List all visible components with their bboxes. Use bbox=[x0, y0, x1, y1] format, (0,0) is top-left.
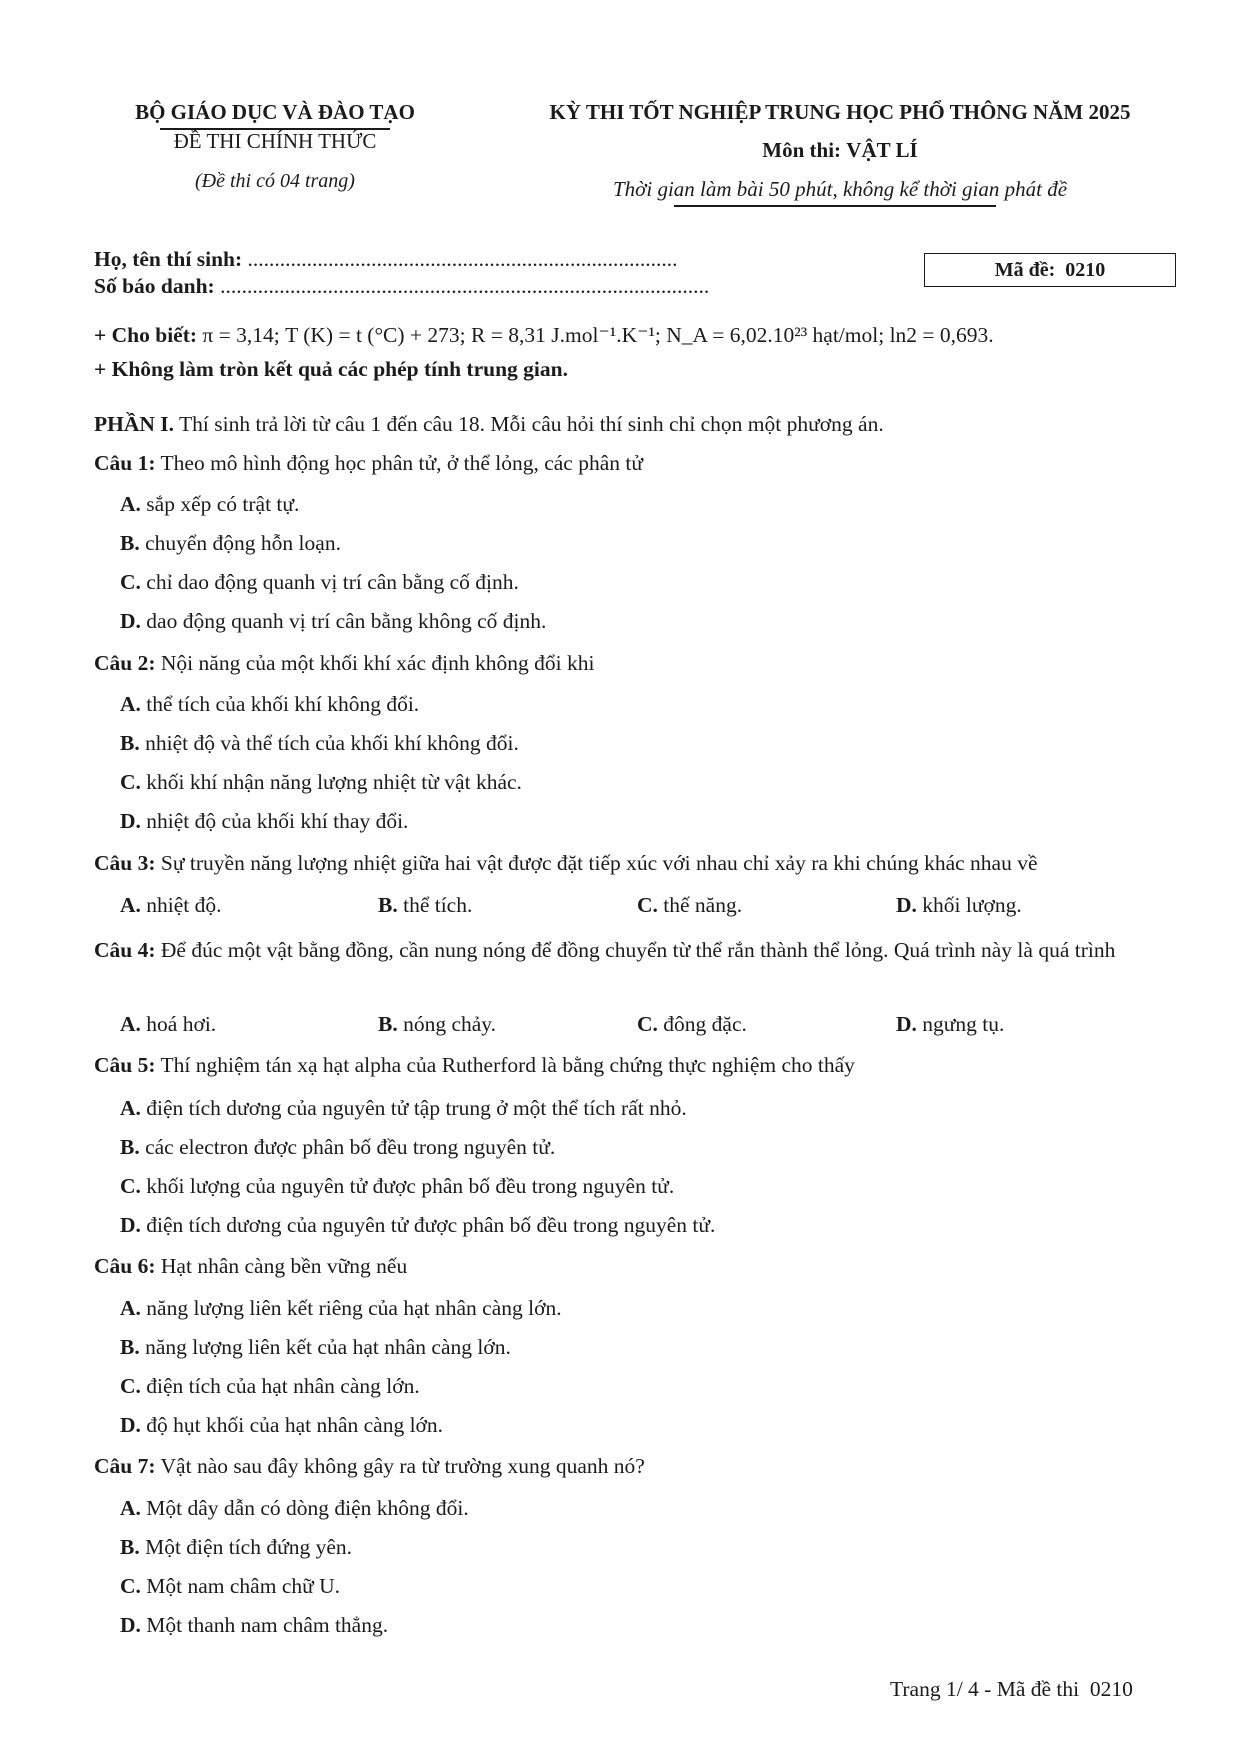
question-text: Nội năng của một khối khí xác định không đổi khi bbox=[160, 651, 595, 675]
exam-code-box bbox=[924, 253, 1176, 287]
question-text: Theo mô hình động học phân tử, ở thể lỏng, các phân tử bbox=[160, 451, 644, 475]
part-label: PHẦN I. bbox=[94, 412, 175, 436]
given-label: + Cho biết: bbox=[94, 323, 198, 347]
q3-option-c: C. thế năng. bbox=[637, 893, 743, 917]
question-label: Câu 2: bbox=[94, 651, 156, 675]
question-7 bbox=[94, 1453, 645, 1480]
rounding-note: + Không làm tròn kết quả các phép tính trung gian. bbox=[94, 357, 568, 381]
pages-note: (Đề thi có 04 trang) bbox=[195, 170, 355, 192]
question-label: Câu 3: bbox=[94, 851, 156, 875]
question-text: Vật nào sau đây không gây ra từ trường xung quanh nó? bbox=[160, 1454, 645, 1478]
given-text: π = 3,14; T (K) = t (°C) + 273; R = 8,31 J.mol⁻¹.K⁻¹; N_A = 6,02.10²³ hạt/mol; ln2 = 0,693. bbox=[202, 323, 994, 347]
question-text: Thí nghiệm tán xạ hạt alpha của Rutherford là bằng chứng thực nghiệm cho thấy bbox=[160, 1053, 855, 1077]
q2-option-b: B. nhiệt độ và thể tích của khối khí không đổi. bbox=[120, 731, 519, 755]
title-underline bbox=[674, 205, 996, 207]
candidate-name-dots: ................................................................................ bbox=[247, 247, 678, 271]
question-text: Sự truyền năng lượng nhiệt giữa hai vật được đặt tiếp xúc với nhau chỉ xảy ra khi chúng khác nhau về bbox=[160, 851, 1038, 875]
question-label: Câu 5: bbox=[94, 1053, 156, 1077]
question-label: Câu 1: bbox=[94, 451, 156, 475]
q4-option-b: B. nóng chảy. bbox=[378, 1012, 497, 1036]
q1-option-c: C. chỉ dao động quanh vị trí cân bằng cố định. bbox=[120, 570, 519, 594]
q1-option-d: D. dao động quanh vị trí cân bằng không cố định. bbox=[120, 609, 547, 633]
exam-type: ĐỀ THI CHÍNH THỨC bbox=[173, 129, 377, 153]
subject-line bbox=[500, 138, 1180, 163]
question-2 bbox=[94, 650, 594, 677]
candidate-id-dots: ........................................................................................... bbox=[220, 274, 710, 298]
q6-option-c: C. điện tích của hạt nhân càng lớn. bbox=[120, 1374, 420, 1398]
q3-option-a: A. nhiệt độ. bbox=[120, 893, 222, 917]
exam-title: KỲ THI TỐT NGHIỆP TRUNG HỌC PHỔ THÔNG NĂM 2025 bbox=[549, 100, 1131, 124]
question-4 bbox=[94, 932, 1194, 969]
candidate-name-row bbox=[94, 246, 678, 273]
question-text: Để đúc một vật bằng đồng, cần nung nóng để đồng chuyển từ thể rắn thành thể lỏng. Quá trình này là quá trình bbox=[160, 938, 1116, 962]
q5-option-b: B. các electron được phân bố đều trong nguyên tử. bbox=[120, 1135, 556, 1159]
question-text: Hạt nhân càng bền vững nếu bbox=[160, 1254, 408, 1278]
part-instruction bbox=[94, 411, 884, 438]
q4-option-a: A. hoá hơi. bbox=[120, 1012, 217, 1036]
exam-code-value: 0210 bbox=[1065, 258, 1106, 281]
q3-option-d: D. khối lượng. bbox=[896, 893, 1022, 917]
q7-option-c: C. Một nam châm chữ U. bbox=[120, 1574, 341, 1598]
time-note: Thời gian làm bài 50 phút, không kể thời gian phát đề bbox=[612, 177, 1068, 201]
q5-option-a: A. điện tích dương của nguyên tử tập trung ở một thể tích rất nhỏ. bbox=[120, 1096, 687, 1120]
q2-option-a: A. thể tích của khối khí không đổi. bbox=[120, 692, 420, 716]
q1-option-a: A. sắp xếp có trật tự. bbox=[120, 492, 300, 516]
given-constants bbox=[94, 322, 994, 349]
q6-option-a: A. năng lượng liên kết riêng của hạt nhân càng lớn. bbox=[120, 1296, 562, 1320]
page-footer: Trang 1/ 4 - Mã đề thi 0210 bbox=[890, 1677, 1133, 1701]
question-5 bbox=[94, 1052, 855, 1079]
question-3 bbox=[94, 850, 1038, 877]
ministry-name: BỘ GIÁO DỤC VÀ ĐÀO TẠO bbox=[135, 100, 415, 124]
candidate-name-label: Họ, tên thí sinh: bbox=[94, 247, 243, 271]
q7-option-d: D. Một thanh nam châm thẳng. bbox=[120, 1613, 389, 1637]
q2-option-c: C. khối khí nhận năng lượng nhiệt từ vật khác. bbox=[120, 770, 522, 794]
subject-name: VẬT LÍ bbox=[846, 138, 918, 162]
q5-option-c: C. khối lượng của nguyên tử được phân bố đều trong nguyên tử. bbox=[120, 1174, 675, 1198]
exam-code-label: Mã đề: bbox=[994, 258, 1056, 281]
q4-option-c: C. đông đặc. bbox=[637, 1012, 747, 1036]
question-label: Câu 7: bbox=[94, 1454, 156, 1478]
subject-label: Môn thi: bbox=[762, 138, 842, 162]
part-instruction-text: Thí sinh trả lời từ câu 1 đến câu 18. Mỗi câu hỏi thí sinh chỉ chọn một phương án. bbox=[179, 412, 884, 436]
q6-option-b: B. năng lượng liên kết của hạt nhân càng lớn. bbox=[120, 1335, 511, 1359]
candidate-id-row bbox=[94, 273, 709, 300]
question-label: Câu 6: bbox=[94, 1254, 156, 1278]
candidate-id-label: Số báo danh: bbox=[94, 274, 215, 298]
q7-option-b: B. Một điện tích đứng yên. bbox=[120, 1535, 353, 1559]
q7-option-a: A. Một dây dẫn có dòng điện không đổi. bbox=[120, 1496, 469, 1520]
q5-option-d: D. điện tích dương của nguyên tử được phân bố đều trong nguyên tử. bbox=[120, 1213, 716, 1237]
q6-option-d: D. độ hụt khối của hạt nhân càng lớn. bbox=[120, 1413, 444, 1437]
q4-option-d: D. ngưng tụ. bbox=[896, 1012, 1005, 1036]
q2-option-d: D. nhiệt độ của khối khí thay đổi. bbox=[120, 809, 409, 833]
question-label: Câu 4: bbox=[94, 938, 156, 962]
question-6 bbox=[94, 1253, 407, 1280]
q1-option-b: B. chuyển động hỗn loạn. bbox=[120, 531, 341, 555]
q3-option-b: B. thể tích. bbox=[378, 893, 473, 917]
question-1 bbox=[94, 450, 643, 477]
